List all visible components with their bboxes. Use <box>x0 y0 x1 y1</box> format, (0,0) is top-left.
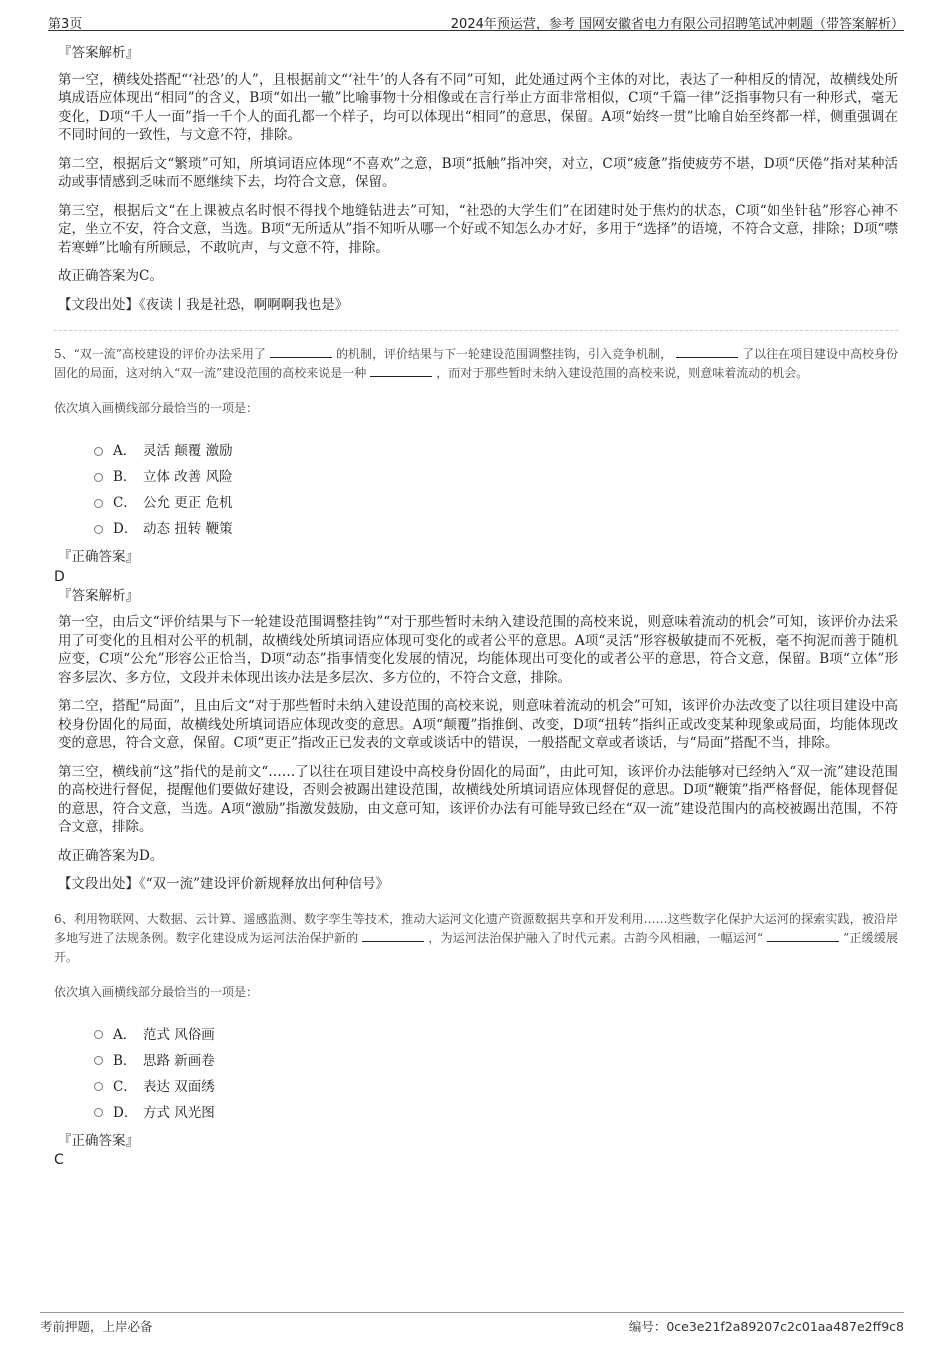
divider <box>54 330 898 331</box>
q6-options <box>94 1020 898 1124</box>
q4-conclusion: 故正确答案为C。 <box>58 268 163 284</box>
radio-icon[interactable] <box>94 1082 103 1091</box>
q4-source: 【文段出处】《夜读丨我是社恐，啊啊啊我也是》 <box>58 296 349 313</box>
page-number: 第3页 <box>48 17 83 32</box>
blank-2 <box>676 345 738 358</box>
q5-option-c[interactable]: C． 公允 更正 危机 <box>94 488 898 514</box>
q5-answer-label: 『正确答案』 <box>58 549 139 565</box>
q4-analysis-p2: 第二空，根据后文“繁琐”可知，所填词语应体现“不喜欢”之意，B项“抵触”指冲突，对立，C项“疲惫”指使疲劳不堪，D项“厌倦”指对某种活动或事情感到乏味而不愿继续下去，均符合文意，保留。 <box>58 155 898 190</box>
q6-answer: C <box>54 1152 64 1168</box>
q5-option-b[interactable]: B． 立体 改善 风险 <box>94 462 898 488</box>
radio-icon[interactable] <box>94 1030 103 1039</box>
q5-analysis-p2: 第二空，搭配“局面”，且由后文“对于那些暂时未纳入建设范围的高校来说，则意味着流动的机会”可知，该评价办法改变了以往项目建设中高校身份固化的局面，故横线处所填词语应体现改变的意思。A项“颠覆”指推倒、改变，D项“扭转”指纠正或改变某种现象或局面，均能体现改变的意思，符合文意，保留。C项“更正”指改正已发表的文章或谈话中的错误，一般搭配文章或者谈话，与“局面”搭配不当，排除。 <box>58 698 898 751</box>
page-content <box>54 44 898 1170</box>
q6-option-d[interactable]: D． 方式 风光图 <box>94 1098 898 1124</box>
q4-analysis-p3: 第三空，根据后文“在上课被点名时恨不得找个地缝钻进去”可知，“社恐的大学生们”在团建时处于焦灼的状态，C项“如坐针毡”形容心神不定，坐立不安，符合文意，当选。B项“无所适从”指不知听从哪一个好或不知怎么办才好，多用于“选择”的语境，不符合文意，排除；D项“噤若寒蝉”比喻有所顾忌，不敢吭声，与文意不符，排除。 <box>58 202 898 256</box>
radio-icon[interactable] <box>94 1108 103 1117</box>
radio-icon[interactable] <box>94 525 103 534</box>
document-id: 编号：0ce3e21f2a89207c2c01aa487e2ff9c8 <box>628 1319 904 1334</box>
q5-analysis-p1: 第一空，由后文“评价结果与下一轮建设范围调整挂钩”“对于那些暂时未纳入建设范围的高校来说，则意味着流动的机会”可知，该评价办法采用了可变化的且相对公平的机制，故横线处所填词语应体现可变化的或者公平的意思。A项“灵活”形容极敏捷而不死板，毫不拘泥而善于随机应变，C项“公允”形容公正恰当，D项“动态”指事情变化发展的情况，均能体现出可变化的或者公平的意思，符合文意，保留。B项“立体”形容多层次、多方位，文段并未体现出该办法是多层次、多方位的，不符合文意，排除。 <box>58 614 898 686</box>
document-title: 2024年预运营，参考 国网安徽省电力有限公司招聘笔试冲刺题（带答案解析） <box>450 17 904 32</box>
q5-option-a[interactable]: A． 灵活 颠覆 激励 <box>94 436 898 462</box>
q6-stem: 6、利用物联网、大数据、云计算、遥感监测、数字孪生等技术，推动大运河文化遗产资源数据共享和开发利用……这些数字化保护大运河的探索实践，被沿岸多地写进了法规条例。数字化建设成为运河法治保护新的 ，为运河法治保护融入了时代元素。古韵今风相融，一幅运河“ ”正缓缓展开。 <box>54 911 898 964</box>
radio-icon[interactable] <box>94 473 103 482</box>
radio-icon[interactable] <box>94 499 103 508</box>
footer-slogan: 考前押题，上岸必备 <box>40 1319 153 1334</box>
q5-analysis-p3: 第三空，横线前“这”指代的是前文“……了以往在项目建设中高校身份固化的局面”，由此可知，该评价办法能够对已经纳入“双一流”建设范围的高校进行督促，提醒他们要做好建设，否则会被踢出建设范围，故横线处所填词语应体现督促的意思。D项“鞭策”指严格督促，能体现督促的意思，符合文意，当选。A项“激励”指激发鼓励，由文意可知，该评价办法有可能导致已经在“双一流”建设范围内的高校被踢出范围，不符合文意，排除。 <box>58 763 898 835</box>
radio-icon[interactable] <box>94 447 103 456</box>
q5-conclusion: 故正确答案为D。 <box>58 847 164 864</box>
radio-icon[interactable] <box>94 1056 103 1065</box>
q6-option-c[interactable]: C． 表达 双面绣 <box>94 1072 898 1098</box>
q6-instruction: 依次填入画横线部分最恰当的一项是： <box>54 984 259 999</box>
blank-3 <box>370 364 432 377</box>
q4-analysis-p1: 第一空，横线处搭配“‘社恐’的人”，且根据前文“‘社牛’的人各有不同”可知，此处通过两个主体的对比，表达了一种相反的情况，故横线处所填成语应体现出“相同”的含义，B项“如出一辙”比喻事物十分相像或在言行举止方面非常相似，C项“千篇一律”泛指事物只有一种形式，毫无变化，D项“千人一面”指一千个人的面孔都一个样子，均可以体现出“相同”的意思，保留。A项“始终一贯”比喻自始至终都一样，侧重强调在不同时间的一致性，与文意不符，排除。 <box>58 71 898 143</box>
page-header <box>48 8 904 31</box>
q6-answer-label: 『正确答案』 <box>58 1132 139 1149</box>
blank-1 <box>270 345 332 358</box>
q5-answer: D <box>54 568 65 585</box>
page-footer <box>40 1312 904 1337</box>
q6-option-b[interactable]: B． 思路 新画卷 <box>94 1046 898 1072</box>
q5-stem: 5、“双一流”高校建设的评价办法采用了 的机制，评价结果与下一轮建设范围调整挂钩，引入竞争机制， 了以往在项目建设中高校身份固化的局面，这对纳入“双一流”建设范围的高校来说是一种 ，而对于那些暂时未纳入建设范围的高校来说，则意味着流动的机会。 <box>54 347 898 380</box>
q5-options <box>94 436 898 540</box>
blank-1 <box>362 929 424 942</box>
q5-option-d[interactable]: D． 动态 扭转 鞭策 <box>94 514 898 540</box>
blank-2 <box>767 929 839 942</box>
q5-source: 【文段出处】《“双一流”建设评价新规释放出何种信号》 <box>58 876 390 892</box>
q5-analysis-label: 『答案解析』 <box>58 587 139 604</box>
q4-analysis-label: 『答案解析』 <box>58 45 139 61</box>
q6-option-a[interactable]: A． 范式 风俗画 <box>94 1020 898 1046</box>
q5-instruction: 依次填入画横线部分最恰当的一项是： <box>54 401 259 415</box>
